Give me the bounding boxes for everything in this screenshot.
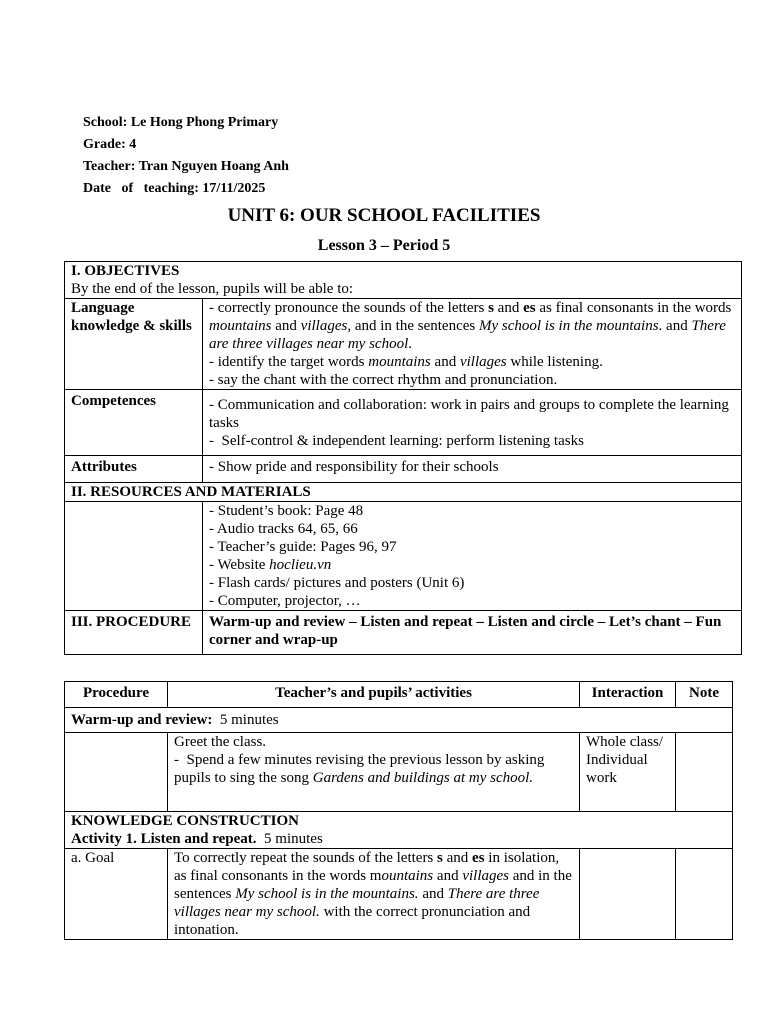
- objectives-heading-cell: [65, 262, 742, 299]
- col-header-procedure: Procedure: [65, 682, 168, 708]
- col-header-activities: Teacher’s and pupils’ activities: [168, 682, 580, 708]
- grade: Grade: 4: [83, 137, 137, 152]
- warmup-note: [676, 733, 733, 812]
- resource-item: - Flash cards/ pictures and posters (Unit 6): [209, 575, 465, 591]
- resource-item-website: - Website hoclieu.vn: [209, 557, 332, 573]
- objectives-heading: I. OBJECTIVES: [71, 263, 180, 279]
- activities-table: [64, 681, 733, 940]
- language-objective-1: - correctly pronounce the sounds of the letters s and es as final consonants in the words mountains and villages, and in the sentences My school is in the mountains. and There are three villages near my school.: [209, 300, 732, 352]
- lesson-header: [83, 114, 289, 202]
- resources-list: [203, 502, 742, 611]
- knowledge-heading: KNOWLEDGE CONSTRUCTION: [71, 813, 299, 829]
- competence-2: - Self-control & independent learning: perform listening tasks: [209, 433, 584, 449]
- warmup-revise: - Spend a few minutes revising the previous lesson by asking pupils to sing the song Gardens and buildings at my school.: [174, 752, 549, 786]
- col-header-interaction: Interaction: [580, 682, 676, 708]
- resources-heading: II. RESOURCES AND MATERIALS: [65, 483, 742, 502]
- procedure-label: III. PROCEDURE: [65, 611, 203, 655]
- warmup-greet: Greet the class.: [174, 734, 267, 750]
- goal-interaction: [580, 849, 676, 940]
- warmup-procedure-cell: [65, 733, 168, 812]
- goal-text: To correctly repeat the sounds of the letters s and es in isolation, as final consonants in the words mountains and villages and in the sentences My school is in the mountains. and There are three villages near my school. with the correct pronunciation and intonation.: [168, 849, 580, 940]
- lesson-title: Lesson 3 – Period 5: [317, 237, 451, 254]
- resource-item: - Audio tracks 64, 65, 66: [209, 521, 358, 537]
- warmup-activities: [168, 733, 580, 812]
- unit-title: UNIT 6: OUR SCHOOL FACILITIES: [227, 205, 541, 226]
- language-objectives: [203, 299, 742, 390]
- competences-label: Competences: [65, 390, 203, 456]
- language-label: Language knowledge & skills: [65, 299, 203, 390]
- resources-empty-cell: [65, 502, 203, 611]
- resource-item: - Computer, projector, …: [209, 593, 361, 609]
- teaching-date: Date of teaching: 17/11/2025: [83, 181, 266, 196]
- teacher-name: Teacher: Tran Nguyen Hoang Anh: [83, 159, 289, 174]
- attributes-label: Attributes: [65, 456, 203, 483]
- language-objective-2: - identify the target words mountains and villages while listening.: [209, 354, 603, 370]
- competence-1: - Communication and collaboration: work in pairs and groups to complete the learning tasks: [209, 397, 729, 431]
- warmup-heading: Warm-up and review: 5 minutes: [65, 708, 733, 733]
- competences-text: [203, 390, 742, 456]
- objectives-table: [64, 261, 742, 655]
- col-header-note: Note: [676, 682, 733, 708]
- goal-note: [676, 849, 733, 940]
- school-name: School: Le Hong Phong Primary: [83, 115, 279, 130]
- resource-item: - Teacher’s guide: Pages 96, 97: [209, 539, 397, 555]
- goal-label: a. Goal: [65, 849, 168, 940]
- language-objective-3: - say the chant with the correct rhythm and pronunciation.: [209, 372, 558, 388]
- activity1-heading: Activity 1. Listen and repeat. 5 minutes: [71, 831, 323, 847]
- knowledge-construction: [65, 812, 733, 849]
- procedure-text: Warm-up and review – Listen and repeat – Listen and circle – Let’s chant – Fun corner and wrap-up: [203, 611, 742, 655]
- attributes-text: - Show pride and responsibility for their schools: [203, 456, 742, 483]
- warmup-interaction: Whole class/ Individual work: [580, 733, 676, 812]
- objectives-intro: By the end of the lesson, pupils will be able to:: [71, 281, 354, 297]
- resource-item: - Student’s book: Page 48: [209, 503, 364, 519]
